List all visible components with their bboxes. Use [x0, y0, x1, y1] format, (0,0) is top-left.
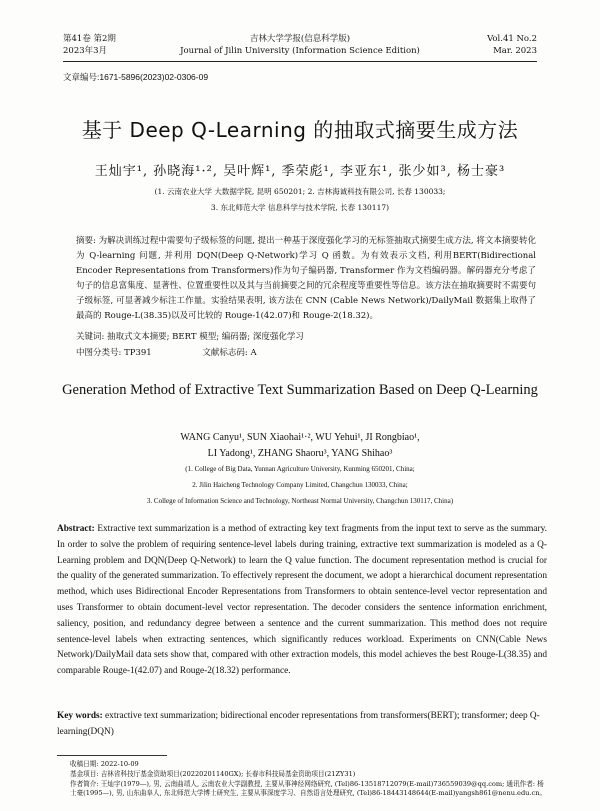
- classification-line: [76, 346, 536, 358]
- footnote-divider: [57, 755, 167, 756]
- clc-number: 中图分类号: TP391: [76, 348, 152, 358]
- running-header: [63, 33, 537, 59]
- affiliation-english-1: (1. College of Big Data, Yunnan Agriculture University, Kunming 650201, China;: [185, 465, 415, 473]
- header-date-en: Mar. 2023: [493, 46, 537, 56]
- affiliation-english-3: 3. College of Information Science and Technology, Northeast Normal University, Changchun 130117, China): [146, 497, 454, 505]
- authors-chinese: 王灿宇¹, 孙晓海¹·², 吴叶辉¹, 季荣彪¹, 李亚东¹, 张少如³, 杨士豪³: [94, 164, 506, 179]
- authors-english-1: WANG Canyu¹, SUN Xiaohai¹·², WU Yehui¹, JI Rongbiao¹,: [180, 432, 420, 443]
- footnote-received: 收稿日期: 2022-10-09: [70, 760, 139, 768]
- header-journal-en: Journal of Jilin University (Information Science Edition): [180, 46, 420, 56]
- keywords-english-text: extractive text summarization; bidirectional encoder representations from transformers(BERT); transformer; deep Q-learning(DQN): [57, 711, 540, 737]
- header-vol-no: Vol.41 No.2: [487, 34, 537, 44]
- header-journal-cn: 吉林大学学报(信息科学版): [249, 34, 351, 44]
- keywords-label: Key words:: [57, 711, 103, 721]
- abstract-label: Abstract:: [57, 524, 95, 534]
- abstract-english: [57, 522, 547, 680]
- keywords-chinese: 关键词: 抽取式文本摘要; BERT 模型; 编码器; 深度强化学习: [76, 332, 304, 342]
- article-number: 文章编号:1671-5896(2023)02-0306-09: [63, 72, 209, 82]
- affiliation-english-2: 2. Jilin Haicheng Technology Company Limited, Changchun 130033, China;: [192, 481, 408, 489]
- document-code: 文献标志码: A: [202, 348, 257, 358]
- affiliation-chinese-2: 3. 东北师范大学 信息科学与技术学院, 长春 130117): [210, 203, 390, 212]
- header-volume-issue: 第41卷 第2期: [63, 34, 116, 44]
- header-journal: [63, 33, 537, 57]
- header-volume-en: [487, 33, 537, 57]
- title-chinese: 基于 Deep Q-Learning 的抽取式摘要生成方法: [81, 118, 519, 142]
- abstract-chinese: 摘要: 为解决训练过程中需要句子级标签的问题, 提出一种基于深度强化学习的无标签抽取式摘要生成方法, 将文本摘要转化为 Q-learning 问题, 并利用 DQN(Deep Q-Network)学习 Q 函数。为有效表示文档, 利用BERT(Bidirectional Encoder Representations from Transformers)作为句子编码器, Transformer 作为文档编码器。解码器充分考虑了句子的信息富集度、显著性、位置重要性以及其与当前摘要之间的冗余程度等重要性等信息。该方法在抽取摘要时不需要句子级标签, 可显著减少标注工作量。实验结果表明, 该方法在 CNN (Cable News Network)/DailyMail 数据集上取得了最高的 Rouge-L(38.35)以及可比较的 Rouge-1(42.07)和 Rouge-2(18.32)。: [76, 236, 536, 321]
- authors-english-2: LI Yadong¹, ZHANG Shaoru³, YANG Shihao³: [207, 448, 393, 459]
- footnote-author: 作者简介: 王灿宇(1979—), 男, 云南曲靖人, 云南农业大学副教授, 主要从事神经网络研究, (Tel)86-13518712079(E-mail)736559039@qq.com; 通讯作者: 杨士豪(1995—), 男, 山东曲阜人, 东北师范大学博士研究生, 主要从事深度学习、自然语言处理研究, (Tel)86-18443148644(E-mail)yangsh861@nenu.edu.cn。: [70, 780, 547, 797]
- keywords-english: [57, 709, 547, 741]
- title-english: Generation Method of Extractive Text Summarization Based on Deep Q-Learning: [62, 382, 538, 398]
- affiliation-chinese-1: (1. 云南农业大学 大数据学院, 昆明 650201; 2. 吉林海诚科技有限公司, 长春 130033;: [154, 187, 446, 196]
- header-divider: [63, 61, 537, 62]
- header-date-cn: 2023年3月: [63, 46, 108, 56]
- footnote-fund: 基金项目: 吉林省科技厅基金资助项目(20220201140GX); 长春市科技局基金资助项目(21ZY31): [70, 770, 356, 778]
- abstract-english-text: Extractive text summarization is a method of extracting key text fragments from the input text to serve as the summary. In order to solve the problem of requiring sentence-level labels during training, extractive text summarization is modeled as a Q-Learning problem and DQN(Deep Q-Network) to learn the Q value function. The document representation method is crucial for the quality of the generated summarization. To effectively represent the document, we adopt a hierarchical document representation method, which uses Bidirectional Encoder Representations from Transformers to obtain sentence-level vector representation and uses Transformer to obtain document-level vector representation. The decoder considers the sentence information enrichment, saliency, position, and redundancy degree between a sentence and the current summarization. This method does not require sentence-level labels when extracting sentences, which significantly reduces workload. Experiments on CNN(Cable News Network)/DailyMail data sets show that, compared with other extraction models, this model achieves the best Rouge-L(38.35) and comparable Rouge-1(42.07) and Rouge-2(18.32) performance.: [57, 524, 547, 677]
